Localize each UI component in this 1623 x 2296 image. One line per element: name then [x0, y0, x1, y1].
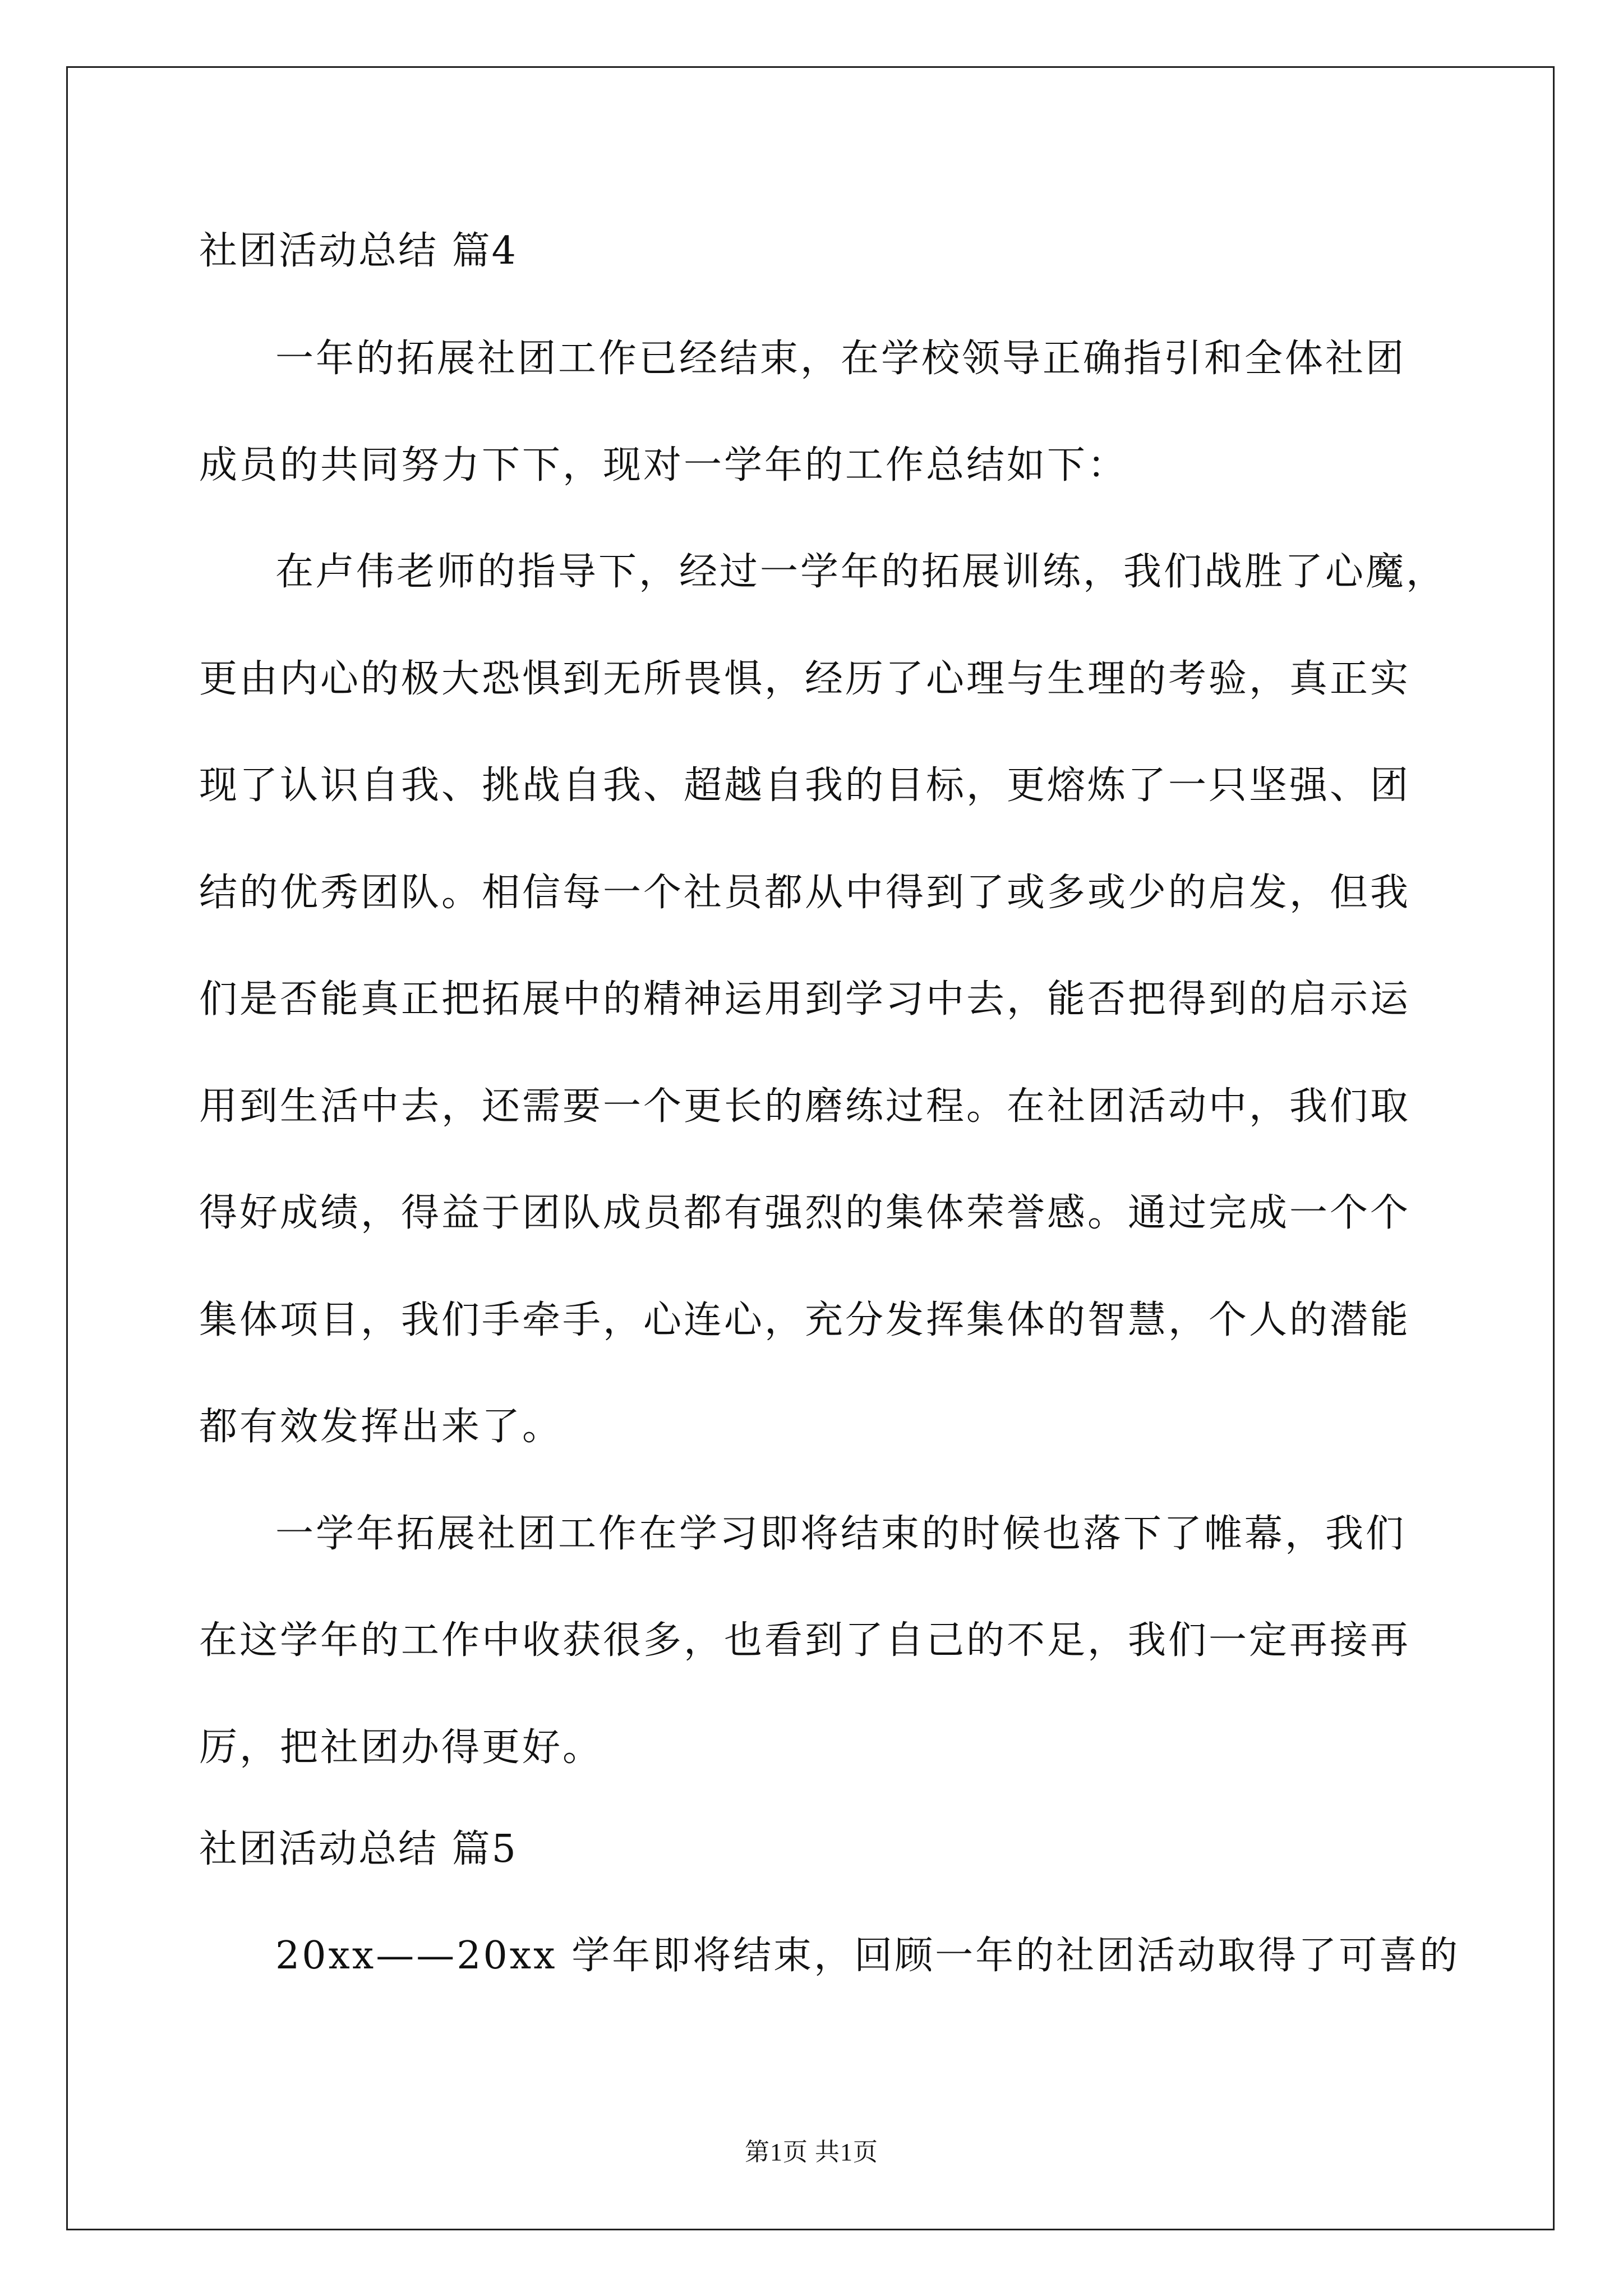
paragraph-line: 20xx——20xx 学年即将结束，回顾一年的社团活动取得了可喜的 — [275, 1934, 1460, 1978]
section-heading: 社团活动总结 篇4 — [199, 229, 518, 273]
paragraph-line: 结的优秀团队。相信每一个社员都从中得到了或多或少的启发，但我 — [199, 871, 1411, 915]
paragraph-line: 一年的拓展社团工作已经结束，在学校领导正确指引和全体社团 — [275, 337, 1407, 381]
paragraph-line: 更由内心的极大恐惧到无所畏惧，经历了心理与生理的考验，真正实 — [199, 657, 1411, 701]
paragraph-line: 们是否能真正把拓展中的精神运用到学习中去，能否把得到的启示运 — [199, 977, 1411, 1022]
section-heading: 社团活动总结 篇5 — [199, 1827, 518, 1871]
paragraph-line: 得好成绩，得益于团队成员都有强烈的集体荣誉感。通过完成一个个 — [199, 1191, 1411, 1235]
page-border — [66, 66, 1555, 2230]
page-footer: 第1页 共1页 — [745, 2138, 878, 2166]
paragraph-line: 在卢伟老师的指导下，经过一学年的拓展训练，我们战胜了心魔， — [275, 550, 1447, 594]
paragraph-line: 现了认识自我、挑战自我、超越自我的目标，更熔炼了一只坚强、团 — [199, 763, 1411, 808]
paragraph-line: 用到生活中去，还需要一个更长的磨练过程。在社团活动中，我们取 — [199, 1084, 1411, 1129]
paragraph-line: 都有效发挥出来了。 — [199, 1405, 563, 1449]
paragraph-line: 在这学年的工作中收获很多，也看到了自己的不足，我们一定再接再 — [199, 1618, 1411, 1663]
paragraph-line: 成员的共同努力下下，现对一学年的工作总结如下： — [199, 443, 1128, 487]
paragraph-line: 集体项目，我们手牵手，心连心，充分发挥集体的智慧，个人的潜能 — [199, 1298, 1411, 1342]
paragraph-line: 厉，把社团办得更好。 — [199, 1726, 603, 1770]
paragraph-line: 一学年拓展社团工作在学习即将结束的时候也落下了帷幕，我们 — [275, 1512, 1407, 1556]
